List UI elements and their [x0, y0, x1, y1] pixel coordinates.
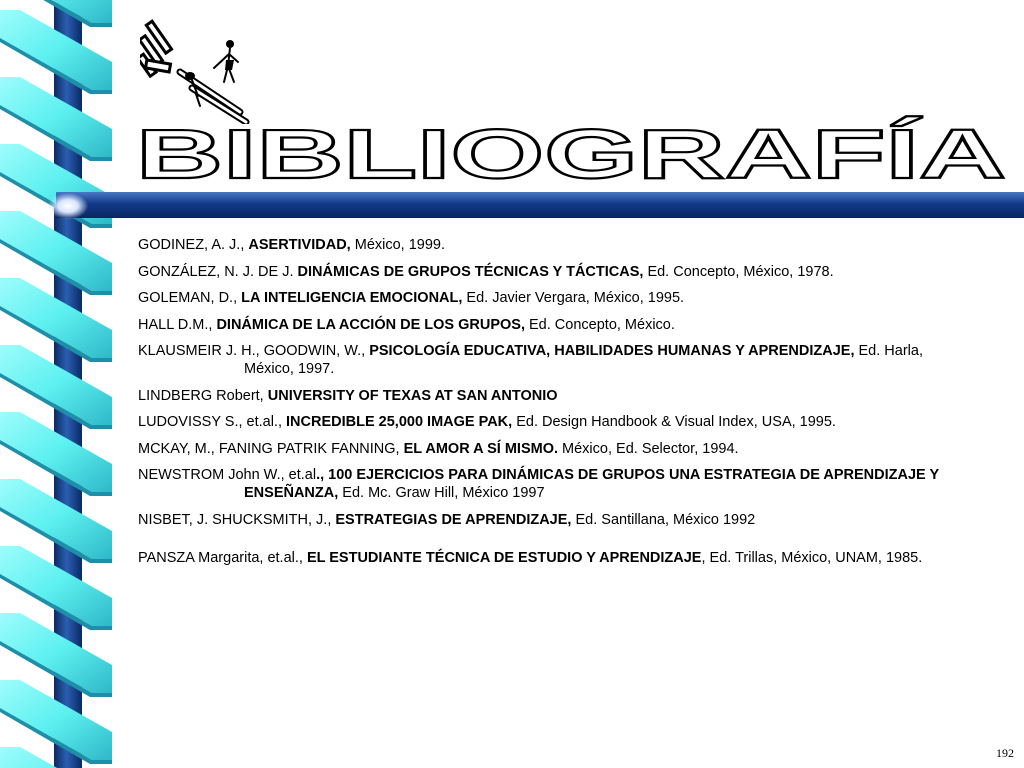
page-title — [126, 112, 1016, 188]
glow-highlight — [48, 193, 88, 219]
list-item: GONZÁLEZ, N. J. DE J. DINÁMICAS DE GRUPOS TÉCNICAS Y TÁCTICAS, Ed. Concepto, México, 1978. — [138, 263, 834, 280]
title-divider-bar — [56, 192, 1024, 218]
list-item: LUDOVISSY S., et.al., INCREDIBLE 25,000 IMAGE PAK, Ed. Design Handbook & Visual Index, USA, 1995. — [138, 414, 836, 430]
list-item: GOLEMAN, D., LA INTELIGENCIA EMOCIONAL, Ed. Javier Vergara, México, 1995. — [138, 290, 685, 306]
list-item: MCKAY, M., FANING PATRIK FANNING, EL AMOR A SÍ MISMO. México, Ed. Selector, 1994. — [138, 440, 739, 457]
list-item: KLAUSMEIR J. H., GOODWIN, W., PSICOLOGÍA EDUCATIVA, HABILIDADES HUMANAS Y APRENDIZAJE, Ed. Harla, México, 1997. — [138, 343, 923, 377]
stick-figures-icon — [140, 14, 255, 124]
page-title-text: BIBLIOGRAFÍA — [136, 115, 1006, 188]
list-item: NEWSTROM John W., et.al., 100 EJERCICIOS PARA DINÁMICAS DE GRUPOS UNA ESTRATEGIA DE APRENDIZAJE Y ENSEÑANZA, Ed. Mc. Graw Hill, México 1997 — [138, 467, 939, 501]
list-item: GODINEZ, A. J., ASERTIVIDAD, México, 1999. — [138, 237, 446, 253]
list-item: NISBET, J. SHUCKSMITH, J., ESTRATEGIAS DE APRENDIZAJE, Ed. Santillana, México 1992 — [138, 511, 756, 528]
list-item: PANSZA Margarita, et.al., EL ESTUDIANTE TÉCNICA DE ESTUDIO Y APRENDIZAJE, Ed. Trillas, México, UNAM, 1985. — [138, 549, 923, 566]
list-item: HALL D.M., DINÁMICA DE LA ACCIÓN DE LOS GRUPOS, Ed. Concepto, México. — [138, 316, 675, 333]
page-number: 192 — [996, 746, 1014, 760]
bibliography-list — [138, 236, 944, 575]
spiral-ribbon-column-icon — [0, 0, 112, 768]
list-item: LINDBERG Robert, UNIVERSITY OF TEXAS AT SAN ANTONIO — [138, 387, 558, 404]
